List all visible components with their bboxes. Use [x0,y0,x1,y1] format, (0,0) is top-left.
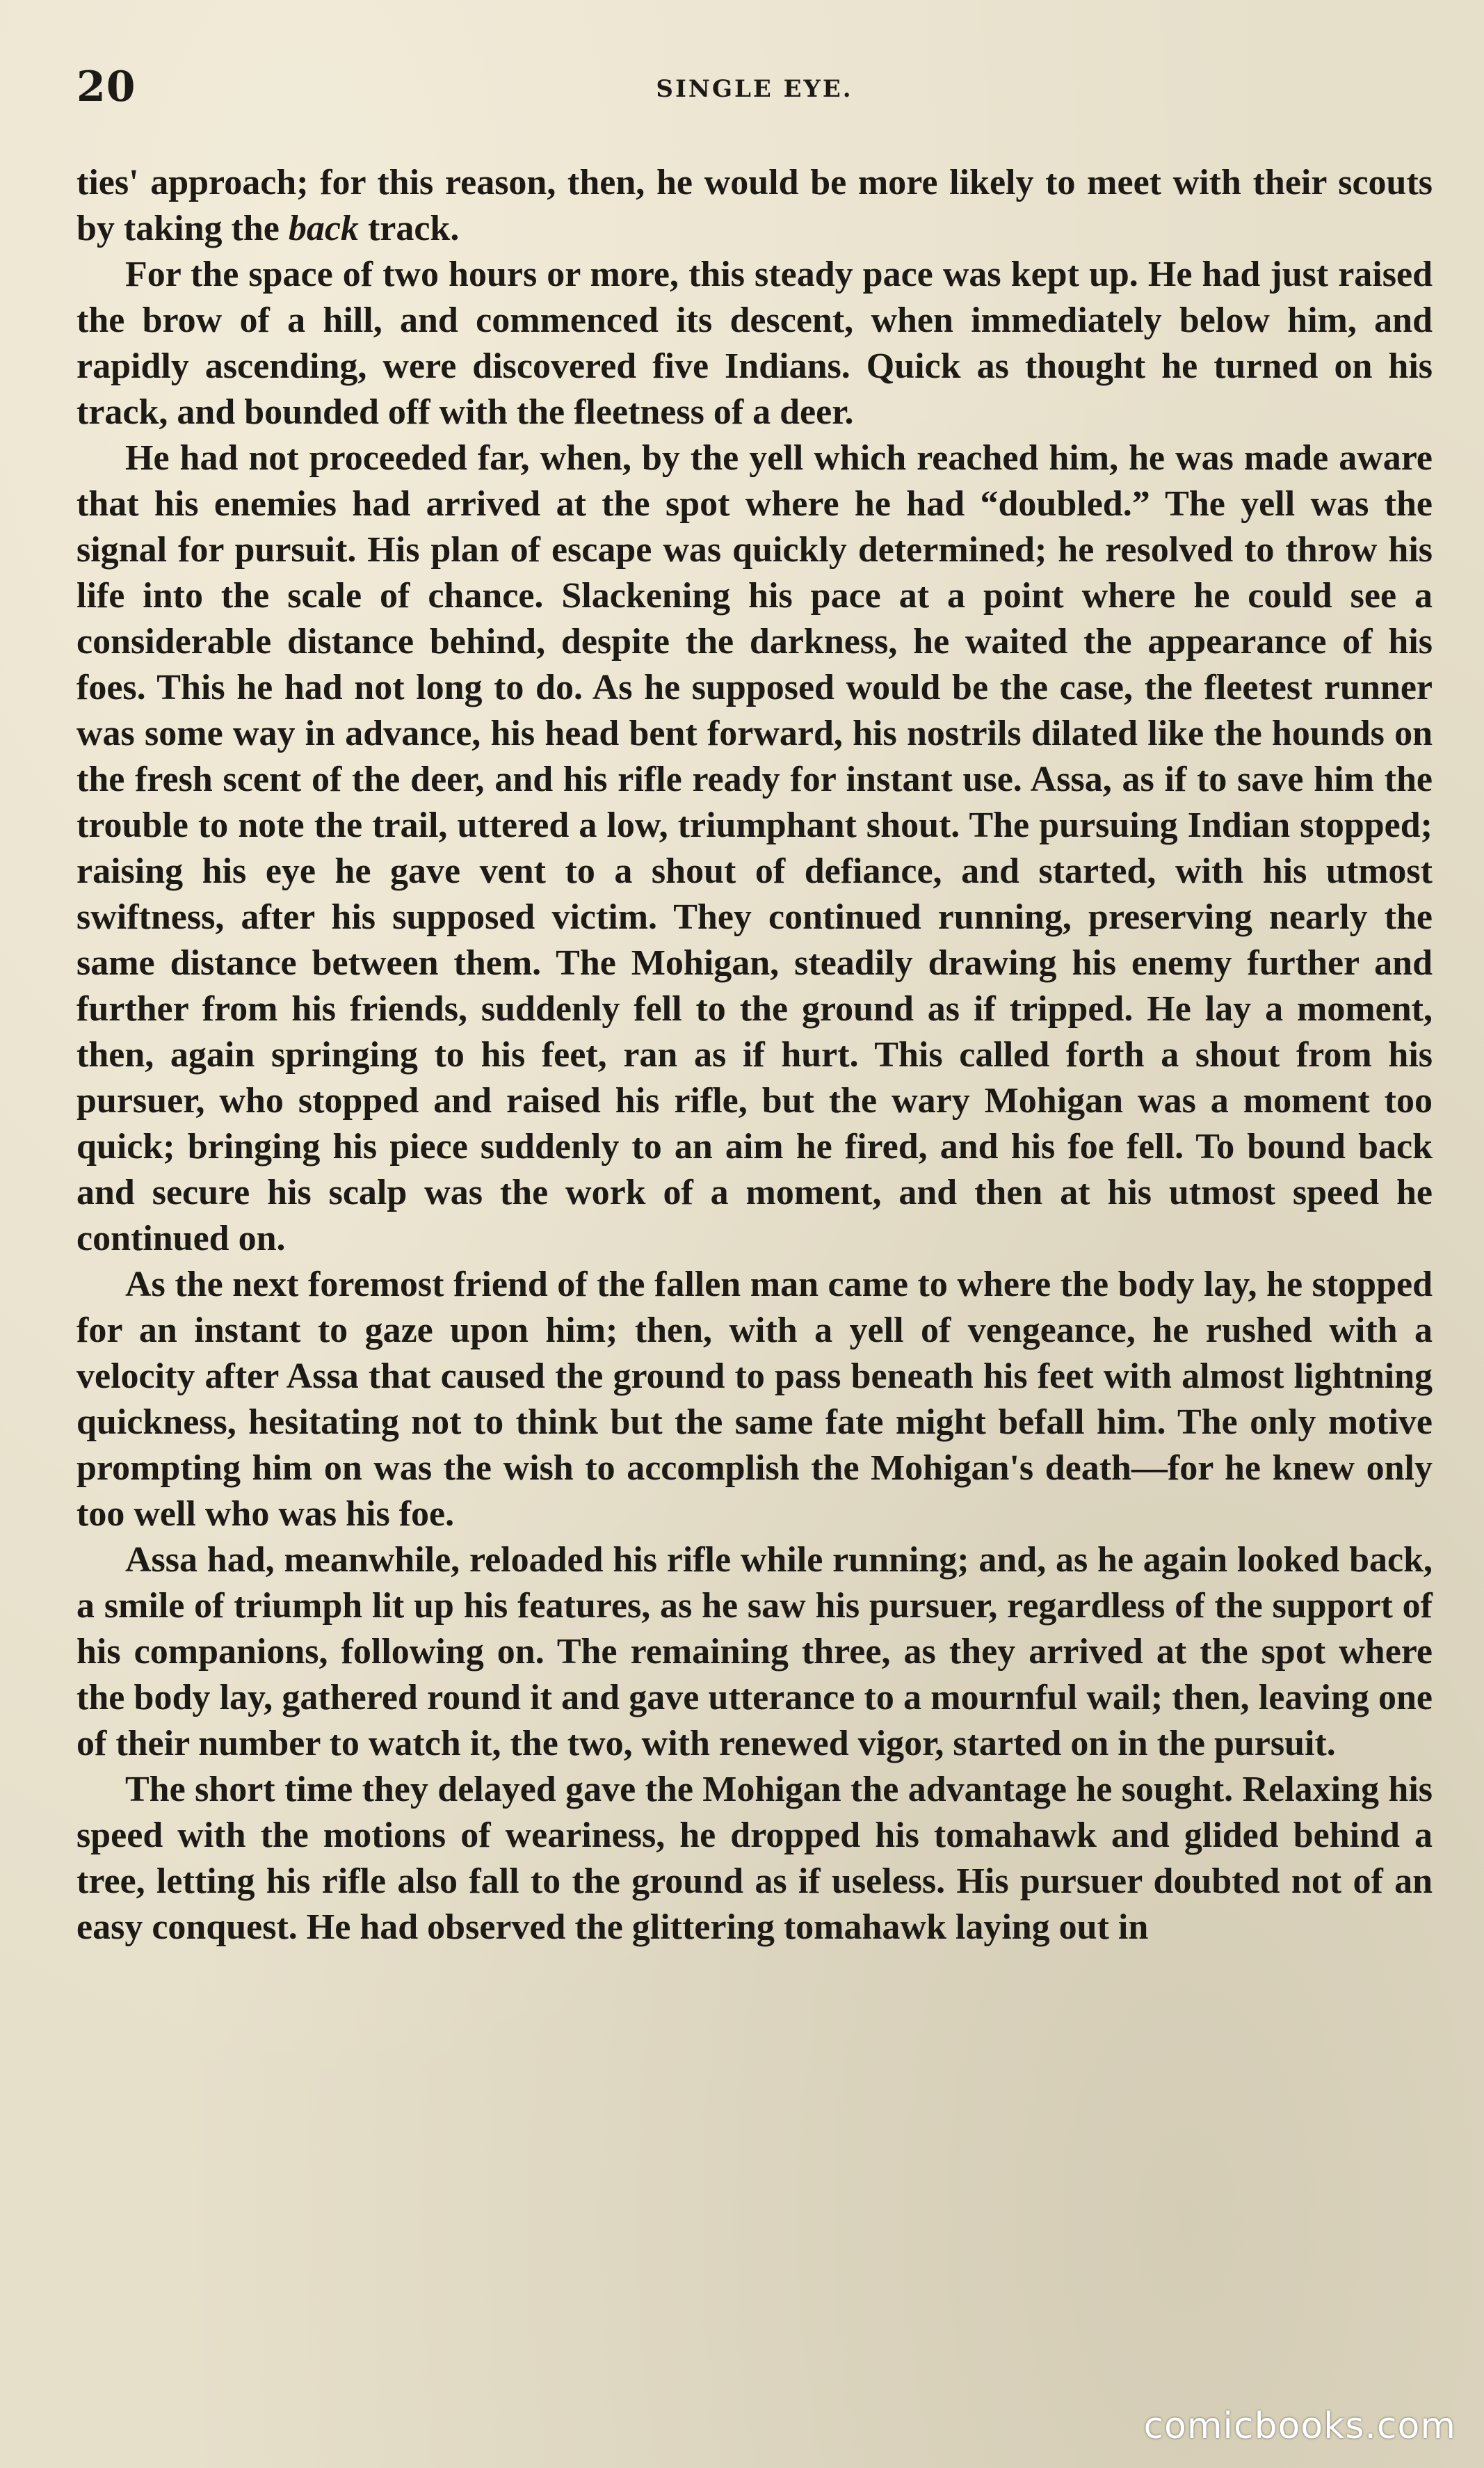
paragraph: As the next foremost friend of the fallen man came to where the body lay, he stopped for an instant to gaze upon him; then, with a yell of vengeance, he rushed with a velocity after Assa that caused the ground to pass beneath his feet with almost lightning quickness, hesitating not to think but the same fate might befall him. The only motive prompting him on was the wish to accomplish the Mohigan's death—for he knew only too well who was his foe. [76,1265,1433,1534]
paragraph-text: track. [358,209,460,248]
paragraph: The short time they delayed gave the Mohigan the advantage he sought. Relaxing his speed with the motions of weariness, he dropped his tomahawk and glided behind a tree, letting his rifle also fall to the ground as if useless. His pursuer doubted not of an easy conquest. He had observed the glittering tomahawk laying out in [76,1770,1433,1947]
paragraph [76,160,1433,252]
book-page [76,63,1433,2386]
page-number: 20 [76,63,136,111]
paragraph: For the space of two hours or more, this steady pace was kept up. He had just raised the brow of a hill, and commenced its descent, when immediately below him, and rapidly ascending, were discovered five Indians. Quick as thought he turned on his track, and bounded off with the fleetness of a deer. [76,255,1433,432]
watermark: comicbooks.com [1143,2405,1456,2447]
body-text [76,160,1433,1950]
paragraph: Assa had, meanwhile, reloaded his rifle while running; and, as he again looked back, a smile of triumph lit up his features, as he saw his pursuer, regardless of the support of his companions, following on. The remaining three, as they arrived at the spot where the body lay, gathered round it and gave utterance to a mournful wail; then, leaving one of their number to watch it, the two, with renewed vigor, started on in the pursuit. [76,1540,1433,1763]
page-header [76,63,1433,125]
paragraph: He had not proceeded far, when, by the yell which reached him, he was made aware that his enemies had arrived at the spot where he had “doubled.” The yell was the signal for pursuit. His plan of escape was quickly determined; he resolved to throw his life into the scale of chance. Slackening his pace at a point where he could see a considerable distance behind, despite the darkness, he waited the appearance of his foes. This he had not long to do. As he supposed would be the case, the fleetest runner was some way in advance, his head bent forward, his nostrils dilated like the hounds on the fresh scent of the deer, and his rifle ready for instant use. Assa, as if to save him the trouble to note the trail, uttered a low, triumphant shout. The pursuing Indian stopped; raising his eye he gave vent to a shout of defiance, and started, with his utmost swiftness, after his supposed victim. They continued running, preserving nearly the same distance between them. The Mohigan, steadily drawing his enemy further and further from his friends, suddenly fell to the ground as if tripped. He lay a moment, then, again springing to his feet, ran as if hurt. This called forth a shout from his pursuer, who stopped and raised his rifle, but the wary Mohigan was a moment too quick; bringing his piece suddenly to an aim he fired, and his foe fell. To bound back and secure his scalp was the work of a moment, and then at his utmost speed he continued on. [76,438,1433,1258]
paragraph-text: ties' approach; for this reason, then, he would be more likely to meet with their scouts by taking the [76,163,1433,248]
italic-word: back [288,209,359,248]
running-title: SINGLE EYE. [656,75,853,103]
